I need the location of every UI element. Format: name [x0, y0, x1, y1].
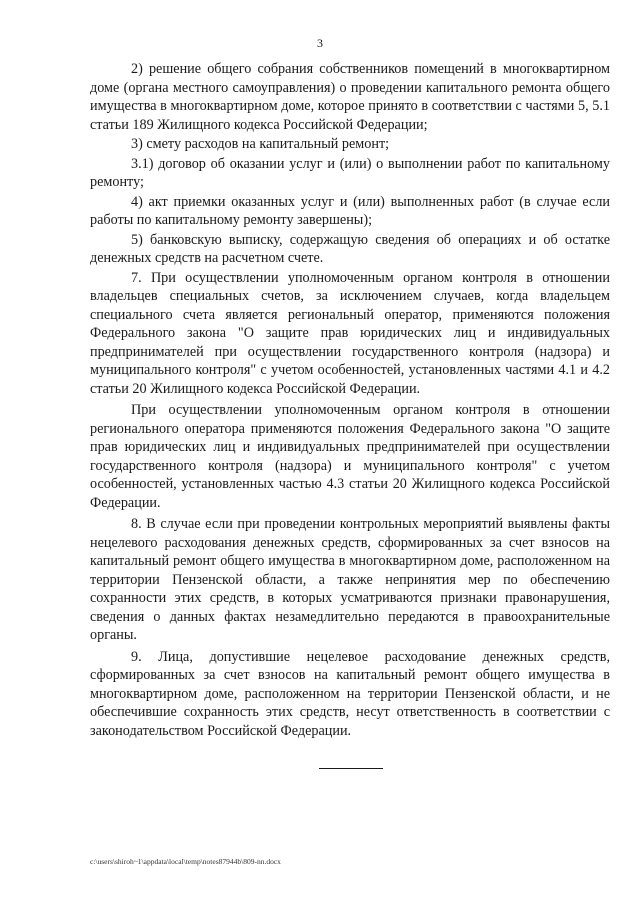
paragraph-item-3-1: 3.1) договор об оказании услуг и (или) о выполнении работ по капитальному ремонту; [90, 155, 610, 190]
paragraph-section-8: 8. В случае если при проведении контрольных мероприятий выявлены факты нецелевого расходования денежных средств, сформированных за счет взносов на капитальный ремонт общего имущества в многоквартирном доме, расположенном на территории Пензенской области, а также непринятия мер по обеспечению сохранности этих средств, в которых усматриваются признаки правонарушения, сведения о данных фактах незамедлительно передаются в правоохранительные органы. [90, 516, 610, 643]
paragraph-section-7: 7. При осуществлении уполномоченным органом контроля в отношении владельцев специальных счетов, за исключением случаев, когда владельцем специального счета является региональный оператор, применяются положения Федерального закона "О защите прав юридических лиц и индивидуальных предпринимателей при осуществлении государственного контроля (надзора) и муниципального контроля" с учетом особенностей, установленных частями 4.1 и 4.2 статьи 20 Жилищного кодекса Российской Федерации. [90, 269, 610, 397]
paragraph-item-4: 4) акт приемки оказанных услуг и (или) выполненных работ (в случае если работы по капитальному ремонту завершены); [90, 193, 610, 228]
page-number: 3 [317, 36, 323, 50]
paragraph-section-7-regional: При осуществлении уполномоченным органом контроля в отношении регионального оператора применяются положения Федерального закона "О защите прав юридических лиц и индивидуальных предпринимателей при осуществлении государственного контроля (надзора) и муниципального контроля" с учетом особенностей, установленных частью 4.3 статьи 20 Жилищного кодекса Российской Федерации. [90, 402, 610, 511]
paragraph-item-3: 3) смету расходов на капитальный ремонт; [131, 136, 390, 152]
paragraph-item-2: 2) решение общего собрания собственников помещений в многоквартирном доме (органа местного самоуправления) о проведении капитального ремонта общего имущества в многоквартирном доме, которое принято в соответствии с частями 5, 5.1 статьи 189 Жилищного кодекса Российской Федерации; [90, 61, 610, 133]
paragraph-section-9: 9. Лица, допустившие нецелевое расходование денежных средств, сформированных за счет взносов на капитальный ремонт общего имущества в многоквартирном доме, расположенном на территории Пензенской области, и не обеспечившие сохранность этих средств, несут ответственность в соответствии с законодательством Российской Федерации. [90, 648, 610, 739]
document-body [90, 60, 610, 741]
end-separator-line [319, 768, 383, 769]
footer-file-path: c:\users\shiroh~1\appdata\local\temp\notes87944b\809-nn.docx [90, 857, 281, 866]
paragraph-item-5: 5) банковскую выписку, содержащую сведения об операциях и об остатке денежных средств на расчетном счете. [90, 231, 610, 266]
